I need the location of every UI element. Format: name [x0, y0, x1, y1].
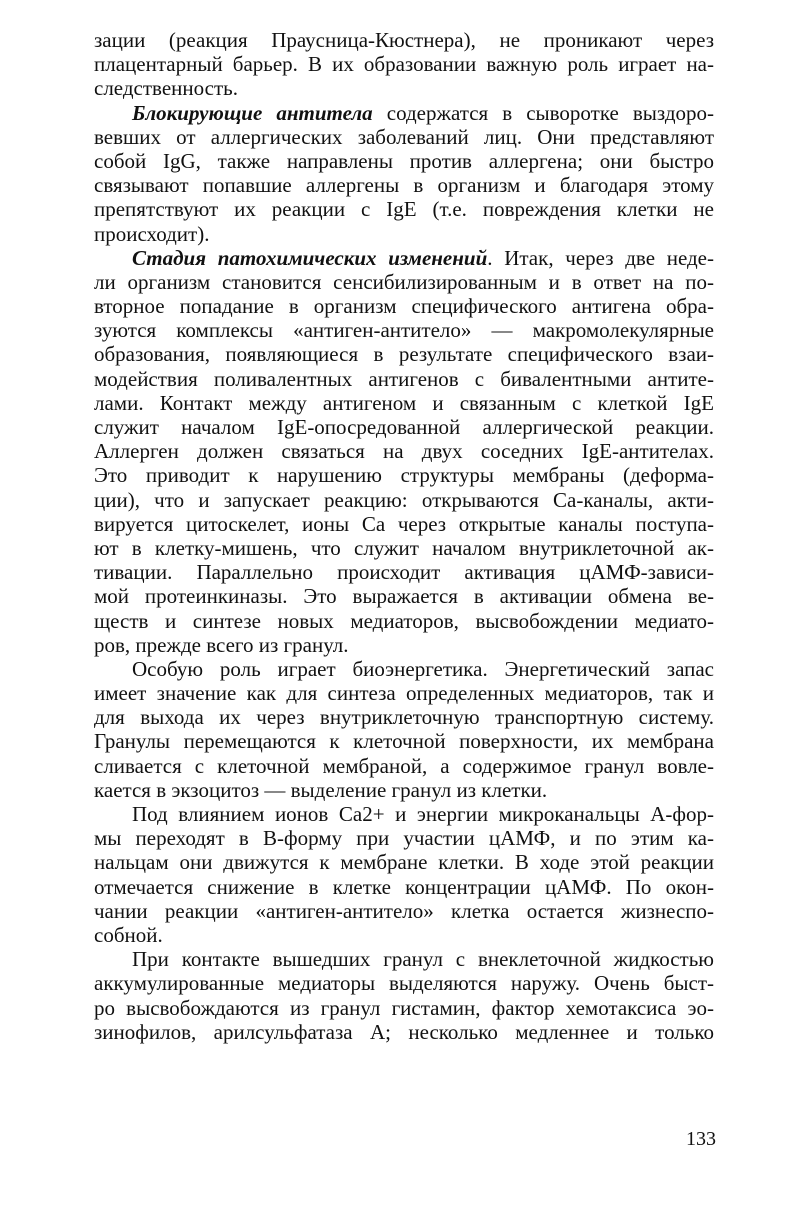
line-text: образования, появляющиеся в результате специфического взаи- — [94, 342, 714, 367]
line-text: для выхода их через внутриклеточную транспортную систему. — [94, 705, 714, 730]
text-line — [94, 1020, 714, 1044]
line-text: собой IgG, также направлены против аллергена; они быстро — [94, 148, 714, 173]
text-line — [94, 246, 714, 270]
line-text: мы переходят в В-форму при участии цАМФ, и по этим ка- — [94, 826, 714, 851]
paragraph — [94, 28, 714, 101]
text-line — [94, 778, 714, 802]
line-text: мой протеинкиназы. Это выражается в активации обмена ве- — [94, 584, 714, 609]
text-line — [94, 125, 714, 149]
paragraph — [94, 802, 714, 947]
emphasized-term: Стадия патохимических изменений — [132, 245, 488, 270]
line-text: имеет значение как для синтеза определенных медиаторов, так и — [94, 681, 714, 706]
text-line — [94, 560, 714, 584]
line-text: отмечается снижение в клетке концентрации цАМФ. По окон- — [94, 874, 714, 899]
line-text: следственность. — [94, 76, 238, 101]
text-line — [94, 875, 714, 899]
line-text: вторное попадание в организм специфического антигена обра- — [94, 294, 714, 319]
line-text: кается в экзоцитоз — выделение гранул из клетки. — [94, 777, 548, 802]
text-line — [94, 947, 714, 971]
line-text: зинофилов, арилсульфатаза А; несколько медленнее и только — [94, 1019, 714, 1044]
paragraph — [94, 657, 714, 802]
line-text: Это приводит к нарушению структуры мембраны (деформа- — [94, 463, 714, 488]
line-text: Гранулы перемещаются к клеточной поверхности, их мембрана — [94, 729, 714, 754]
line-text: . Итак, через две неде- — [487, 245, 714, 270]
line-text: вируется цитоскелет, ионы Са через открытые каналы поступа- — [94, 511, 714, 536]
line-text: ществ и синтезе новых медиаторов, высвобождении медиато- — [94, 608, 714, 633]
text-line — [94, 633, 714, 657]
line-text: При контакте вышедших гранул с внеклеточной жидкостью — [132, 947, 714, 972]
emphasized-term: Блокирующие антитела — [132, 100, 373, 125]
text-line — [94, 850, 714, 874]
line-text: лами. Контакт между антигеном и связанным с клеткой IgE — [94, 390, 714, 415]
line-text: служит началом IgE-опосредованной аллергической реакции. — [94, 415, 714, 439]
line-text: нальцам они движутся к мембране клетки. В ходе этой реакции — [94, 850, 714, 875]
line-text: аккумулированные медиаторы выделяются наружу. Очень быст- — [94, 971, 714, 996]
text-line — [94, 463, 714, 487]
text-line — [94, 802, 714, 826]
text-line — [94, 754, 714, 778]
text-line — [94, 705, 714, 729]
line-text: ров, прежде всего из гранул. — [94, 632, 349, 657]
text-line — [94, 52, 714, 76]
text-line — [94, 101, 714, 125]
text-line — [94, 28, 714, 52]
line-text: препятствуют их реакции с IgE (т.е. повреждения клетки не — [94, 197, 714, 222]
line-text: вевших от аллергических заболеваний лиц. Они представляют — [94, 124, 714, 149]
page-number: 133 — [686, 1128, 716, 1150]
paragraph — [94, 947, 714, 1044]
text-line — [94, 996, 714, 1020]
line-text: ют в клетку-мишень, что служит началом внутриклеточной ак- — [94, 535, 714, 560]
line-text: Под влиянием ионов Са2+ и энергии микроканальцы А-фор- — [132, 802, 714, 826]
line-text: ции), что и запускает реакцию: открываются Са-каналы, акти- — [94, 487, 714, 512]
text-line — [94, 222, 714, 246]
text-line — [94, 173, 714, 197]
line-text: ли организм становится сенсибилизированным и в ответ на по- — [94, 269, 714, 294]
text-line — [94, 488, 714, 512]
text-body — [94, 28, 714, 1044]
text-line — [94, 367, 714, 391]
text-line — [94, 536, 714, 560]
text-line — [94, 681, 714, 705]
paragraph — [94, 246, 714, 657]
text-line — [94, 609, 714, 633]
line-text: зуются комплексы «антиген-антитело» — макромолекулярные — [94, 318, 714, 343]
line-text: происходит). — [94, 221, 210, 246]
text-line — [94, 657, 714, 681]
line-text: плацентарный барьер. В их образовании важную роль играет на- — [94, 52, 714, 77]
paragraph — [94, 101, 714, 246]
text-line — [94, 899, 714, 923]
text-line — [94, 584, 714, 608]
text-line — [94, 391, 714, 415]
line-text: зации (реакция Праусница-Кюстнера), не проникают через — [94, 28, 714, 52]
text-line — [94, 270, 714, 294]
text-line — [94, 512, 714, 536]
text-line — [94, 439, 714, 463]
text-line — [94, 971, 714, 995]
line-text: ро высвобождаются из гранул гистамин, фактор хемотаксиса эо- — [94, 995, 714, 1020]
text-line — [94, 197, 714, 221]
line-text: собной. — [94, 922, 163, 947]
line-text: сливается с клеточной мембраной, а содержимое гранул вовле- — [94, 753, 714, 778]
line-text: тивации. Параллельно происходит активация цАМФ-зависи- — [94, 560, 714, 585]
text-line — [94, 415, 714, 439]
line-text: Аллерген должен связаться на двух соседних IgE-антителах. — [94, 439, 714, 464]
line-text: Особую роль играет биоэнергетика. Энергетический запас — [132, 656, 714, 681]
line-text: чании реакции «антиген-антитело» клетка остается жизнеспо- — [94, 898, 714, 923]
text-line — [94, 149, 714, 173]
line-text: содержатся в сыворотке выздоро- — [372, 100, 714, 125]
text-line — [94, 76, 714, 100]
text-line — [94, 342, 714, 366]
text-line — [94, 729, 714, 753]
text-line — [94, 826, 714, 850]
text-line — [94, 923, 714, 947]
line-text: связывают попавшие аллергены в организм и благодаря этому — [94, 173, 714, 198]
text-line — [94, 294, 714, 318]
line-text: модействия поливалентных антигенов с бивалентными антите- — [94, 366, 714, 391]
text-line — [94, 318, 714, 342]
